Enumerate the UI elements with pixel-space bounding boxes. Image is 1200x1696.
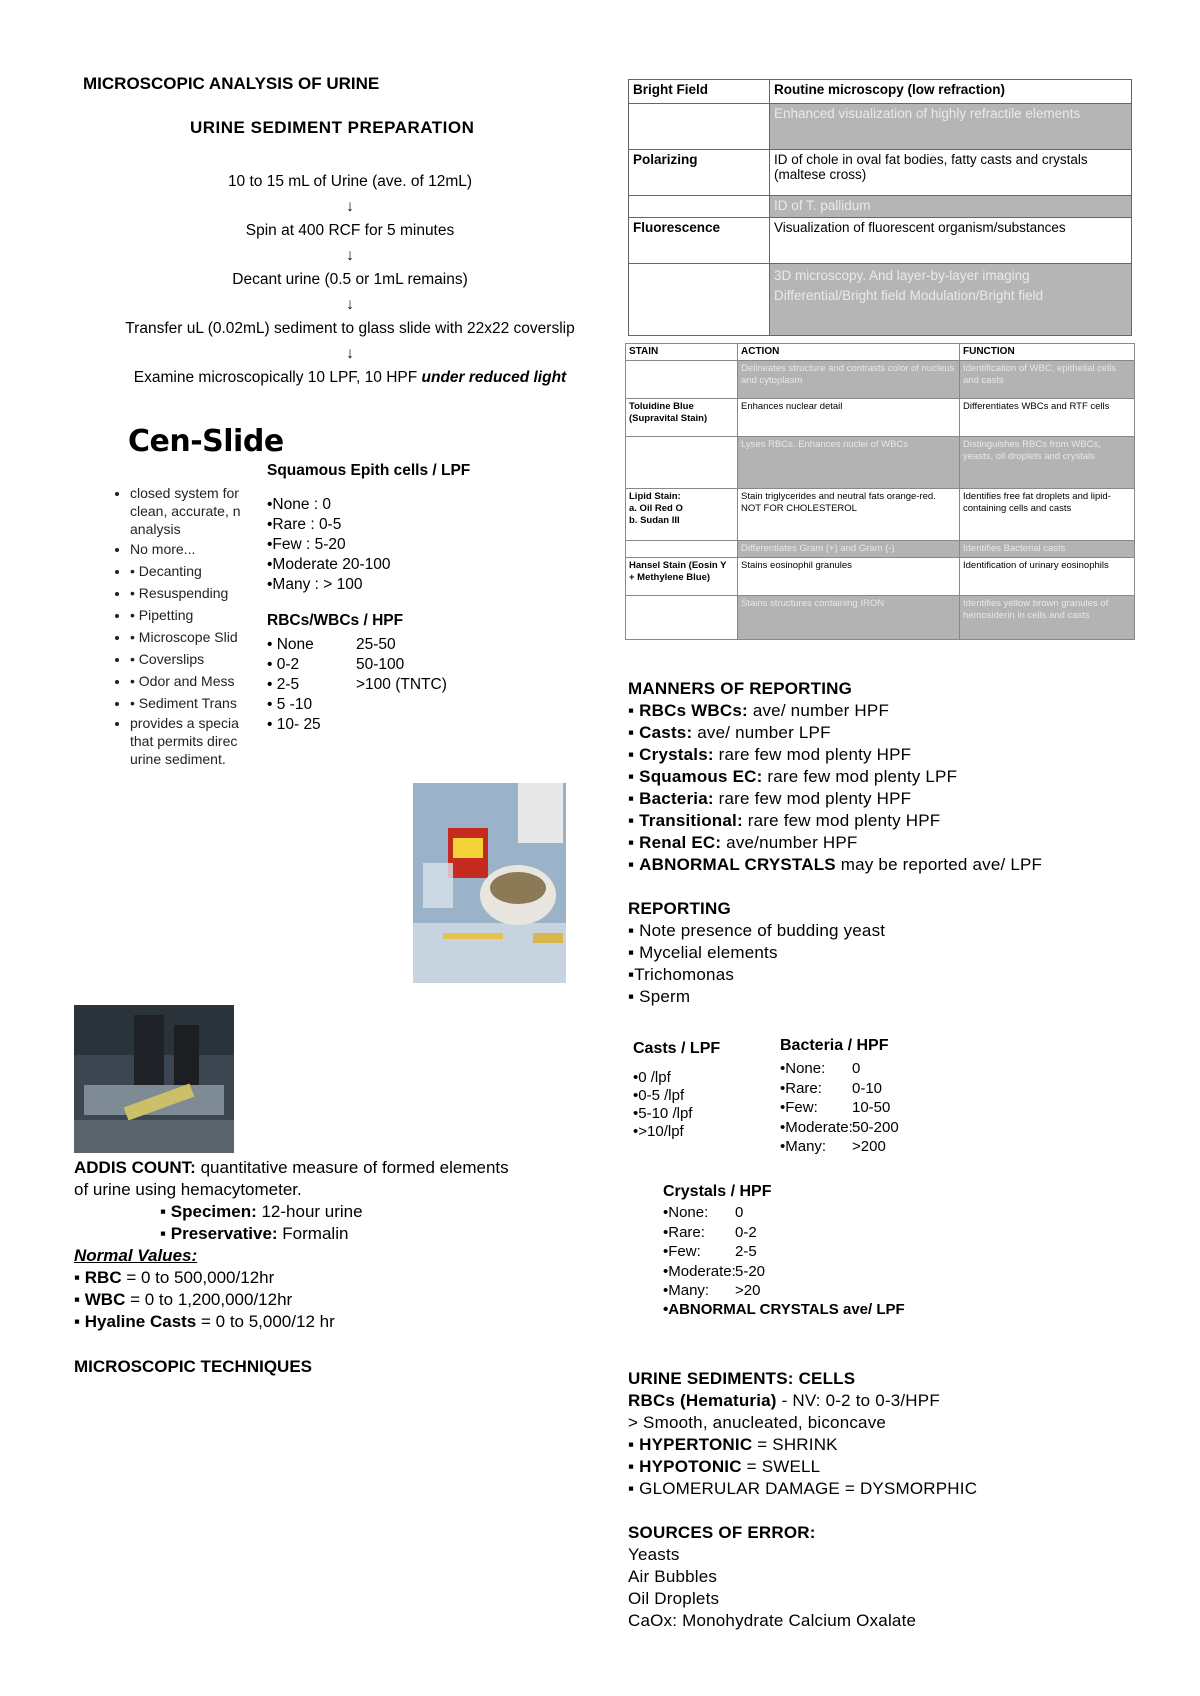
cells-heading: URINE SEDIMENTS: CELLS [628, 1369, 856, 1388]
censlide-kit-photo [413, 783, 566, 983]
list-item: ▪ Transitional: rare few mod plenty HPF [628, 811, 941, 830]
addis-preservative: ▪ Preservative: Formalin [160, 1224, 349, 1243]
manners-heading: MANNERS OF REPORTING [628, 679, 853, 698]
addis-line2: of urine using hemacytometer. [74, 1180, 302, 1199]
manners-list [628, 700, 1042, 876]
list-item: Oil Droplets [628, 1589, 720, 1608]
list-item: ▪ Mycelial elements [628, 943, 778, 962]
casts-heading: Casts / LPF [633, 1040, 721, 1057]
table-row: Hansel Stain (Eosin Y + Methylene Blue) Stains eosinophil granules Identification of urinary eosinophils [626, 558, 1135, 596]
list-item: RBCs (Hematuria) - NV: 0-2 to 0-3/HPF [628, 1391, 940, 1410]
list-item: ▪ HYPOTONIC = SWELL [628, 1457, 821, 1476]
table-row: ID of T. pallidum [629, 196, 1132, 218]
arrow-down-icon: ↓ [346, 344, 354, 362]
list-item: • • Pipetting [130, 604, 280, 626]
table-row: Lyses RBCs. Enhances nuclei of WBCs Distinguishes RBCs from WBCs, yeasts, oil droplets and crystals [626, 437, 1135, 489]
list-item: • • Odor and Mess [130, 670, 280, 692]
list-item: ▪ Crystals: rare few mod plenty HPF [628, 745, 912, 764]
prep-step: 10 to 15 mL of Urine (ave. of 12mL) [227, 173, 473, 190]
casts-grades: •0 /lpf •0-5 /lpf •5-10 /lpf •>10/lpf [633, 1069, 693, 1140]
crystals-grade-values: 0 0-2 2-5 5-20 >20 [735, 1204, 766, 1299]
prep-step: Decant urine (0.5 or 1mL remains) [232, 271, 468, 288]
list-item: ▪ RBCs WBCs: ave/ number HPF [628, 701, 890, 720]
stain-table [625, 343, 1135, 640]
prep-step: Spin at 400 RCF for 5 minutes [245, 222, 455, 239]
prep-step: Transfer uL (0.02mL) sediment to glass slide with 22x22 coverslip [125, 320, 575, 337]
rbc-grades-right: 25-50 50-100 >100 (TNTC) [356, 636, 447, 693]
list-item: • closed system for clean, accurate, n analysis [130, 484, 280, 538]
list-item: ▪Trichomonas [628, 965, 735, 984]
list-item: CaOx: Monohydrate Calcium Oxalate [628, 1611, 917, 1630]
table-row: Bright Field Routine microscopy (low refraction) [629, 80, 1132, 104]
table-row: Enhanced visualization of highly refractile elements [629, 104, 1132, 150]
rbc-wbc-heading: RBCs/WBCs / HPF [267, 612, 404, 629]
microscope-image [74, 1005, 234, 1153]
list-item: • provides a specia that permits direc urine sediment. [130, 714, 280, 768]
list-item: Yeasts [628, 1545, 680, 1564]
prep-flow [90, 170, 610, 391]
list-item: ▪ Casts: ave/ number LPF [628, 723, 831, 742]
list-item: Air Bubbles [628, 1567, 718, 1586]
arrow-down-icon: ↓ [346, 295, 354, 313]
rbc-grades-left: • None • 0-2 • 2-5 • 5 -10 • 10- 25 [267, 636, 321, 733]
table-row: 3D microscopy. And layer-by-layer imaging Differential/Bright field Modulation/Bright field [629, 264, 1132, 336]
arrow-down-icon: ↓ [346, 246, 354, 264]
crystals-grade-labels: •None: •Rare: •Few: •Moderate: •Many: [663, 1204, 736, 1299]
crystals-heading: Crystals / HPF [663, 1183, 772, 1200]
table-row: Fluorescence Visualization of fluorescent organism/substances [629, 218, 1132, 264]
arrow-down-icon: ↓ [346, 197, 354, 215]
addis-specimen: ▪ Specimen: 12-hour urine [160, 1202, 363, 1221]
prep-step-last: Examine microscopically 10 LPF, 10 HPF under reduced light [133, 369, 567, 386]
list-item: ▪ HYPERTONIC = SHRINK [628, 1435, 838, 1454]
normal-value-wbc: ▪ WBC = 0 to 1,200,000/12hr [74, 1290, 293, 1309]
list-item: • • Microscope Slid [130, 626, 280, 648]
list-item: • • Decanting [130, 560, 280, 582]
page-title: MICROSCOPIC ANALYSIS OF URINE [83, 74, 380, 93]
table-header-row: STAIN ACTION FUNCTION [626, 344, 1135, 361]
list-item: • • Sediment Trans [130, 692, 280, 714]
bacteria-grade-values: 0 0-10 10-50 50-200 >200 [852, 1060, 899, 1155]
list-item: > Smooth, anucleated, biconcave [628, 1413, 887, 1432]
reporting-list [628, 920, 885, 1008]
errors-list [628, 1544, 916, 1632]
normal-values-label: Normal Values: [74, 1246, 198, 1265]
table-row: Delineates structure and contrasts color of nucleus and cytoplasm Identification of WBC, epithelial cells and casts [626, 361, 1135, 399]
list-item: ▪ Renal EC: ave/number HPF [628, 833, 858, 852]
addis-line1: ADDIS COUNT: quantitative measure of formed elements [74, 1158, 509, 1177]
bacteria-heading: Bacteria / HPF [780, 1037, 889, 1054]
centrifuge-image [413, 783, 566, 983]
list-item: • • Coverslips [130, 648, 280, 670]
techniques-heading: MICROSCOPIC TECHNIQUES [74, 1357, 313, 1376]
normal-value-casts: ▪ Hyaline Casts = 0 to 5,000/12 hr [74, 1312, 335, 1331]
list-item: • • Resuspending [130, 582, 280, 604]
reporting-heading: REPORTING [628, 899, 731, 918]
bacteria-grade-labels: •None: •Rare: •Few: •Moderate: •Many: [780, 1060, 853, 1155]
squamous-heading: Squamous Epith cells / LPF [267, 462, 471, 479]
list-item: ▪ Note presence of budding yeast [628, 921, 886, 940]
table-row: Polarizing ID of chole in oval fat bodies, fatty casts and crystals (maltese cross) [629, 150, 1132, 196]
table-row: Stains structures containing IRON Identifies yellow brown granules of hemosiderin in cells and casts [626, 596, 1135, 640]
list-item: ▪ Bacteria: rare few mod plenty HPF [628, 789, 912, 808]
microscopy-table [628, 79, 1132, 336]
table-row: Lipid Stain: a. Oil Red O b. Sudan III Stain triglycerides and neutral fats orange-red. NOT FOR CHOLESTEROL Identifies free fat droplets and lipid-containing cells and casts [626, 489, 1135, 541]
cells-list [628, 1390, 977, 1500]
list-item: • No more... [130, 538, 280, 560]
censlide-title: Cen-Slide [128, 424, 284, 459]
list-item: ▪ GLOMERULAR DAMAGE = DYSMORPHIC [628, 1479, 978, 1498]
prep-heading: URINE SEDIMENT PREPARATION [190, 118, 475, 137]
table-row: Differentiates Gram (+) and Gram (-) Identifies Bacterial casts [626, 541, 1135, 558]
normal-value-rbc: ▪ RBC = 0 to 500,000/12hr [74, 1268, 275, 1287]
table-row: Toluidine Blue (Supravital Stain) Enhances nuclear detail Differentiates WBCs and RTF cells [626, 399, 1135, 437]
crystals-footer: •ABNORMAL CRYSTALS ave/ LPF [663, 1301, 905, 1318]
list-item: ▪ Sperm [628, 987, 691, 1006]
squamous-grades: •None : 0 •Rare : 0-5 •Few : 5-20 •Moderate 20-100 •Many : > 100 [267, 496, 391, 593]
errors-heading: SOURCES OF ERROR: [628, 1523, 816, 1542]
microscope-photo [74, 1005, 234, 1153]
list-item: ▪ Squamous EC: rare few mod plenty LPF [628, 767, 958, 786]
censlide-bullets [110, 484, 280, 768]
list-item: ▪ ABNORMAL CRYSTALS may be reported ave/ LPF [628, 855, 1043, 874]
